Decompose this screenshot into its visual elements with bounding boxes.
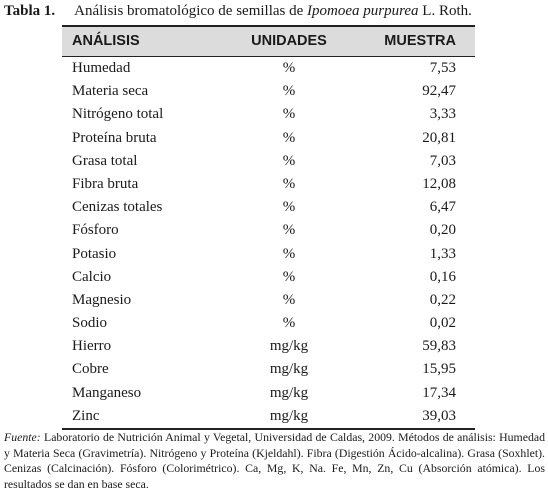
- cell-unidades: %: [282, 291, 296, 308]
- table-body: [62, 57, 475, 428]
- table-row: [62, 196, 475, 219]
- cell-analisis: Materia seca: [72, 83, 149, 100]
- cell-muestra: 0,02: [429, 315, 456, 332]
- cell-unidades: %: [282, 268, 296, 285]
- cell-muestra: 0,22: [429, 291, 456, 308]
- header-analisis: ANÁLISIS: [72, 33, 140, 49]
- cell-muestra: 20,81: [422, 129, 456, 146]
- table-row: [62, 80, 475, 103]
- cell-unidades: mg/kg: [269, 407, 309, 424]
- cell-unidades: %: [282, 245, 296, 262]
- cell-analisis: Nitrógeno total: [72, 106, 164, 123]
- table-row: [62, 405, 475, 428]
- cell-analisis: Fósforo: [72, 222, 119, 239]
- table-row: [62, 358, 475, 381]
- table-title: Análisis bromatológico de semillas de Ipomoea purpurea L. Roth.: [74, 3, 472, 19]
- table-row: [62, 173, 475, 196]
- footnote-text: Laboratorio de Nutrición Animal y Vegetal, Universidad de Caldas, 2009. Métodos de análisis: Humedad y Materia Seca (Gravimetría). Nitrógeno y Proteína (Kjeldahl). Fibra (Digestión Ácido-alcalina). Grasa (Soxhlet). Cenizas (Calcinación). Fósforo (Colorimétrico). Ca, Mg, K, Na. Fe, Mn, Zn, Cu (Absorción atómica). Los resultados se dan en base seca.: [4, 430, 545, 491]
- cell-muestra: 12,08: [422, 175, 456, 192]
- cell-unidades: %: [282, 129, 296, 146]
- table-row: [62, 150, 475, 173]
- cell-analisis: Cobre: [72, 361, 109, 378]
- cell-muestra: 15,95: [422, 361, 456, 378]
- cell-muestra: 1,33: [429, 245, 456, 262]
- cell-unidades: mg/kg: [269, 338, 309, 355]
- cell-muestra: 3,33: [429, 106, 456, 123]
- table-row: [62, 335, 475, 358]
- cell-muestra: 59,83: [422, 338, 456, 355]
- cell-unidades: %: [282, 60, 296, 76]
- cell-analisis: Proteína bruta: [72, 129, 157, 146]
- cell-muestra: 39,03: [422, 407, 456, 424]
- cell-muestra: 6,47: [429, 199, 456, 216]
- cell-unidades: %: [282, 199, 296, 216]
- cell-unidades: %: [282, 83, 296, 100]
- cell-muestra: 0,16: [429, 268, 456, 285]
- table-row: [62, 243, 475, 266]
- cell-analisis: Zinc: [72, 407, 100, 424]
- footnote-label: Fuente:: [4, 430, 41, 444]
- cell-analisis: Fibra bruta: [72, 175, 139, 192]
- analysis-table: [62, 25, 475, 430]
- table-row: [62, 127, 475, 150]
- cell-analisis: Hierro: [72, 338, 112, 355]
- table-row: [62, 57, 475, 80]
- cell-unidades: mg/kg: [269, 384, 309, 401]
- cell-analisis: Grasa total: [72, 152, 138, 169]
- table-row: [62, 266, 475, 289]
- cell-muestra: 7,53: [429, 60, 456, 76]
- cell-analisis: Manganeso: [72, 384, 142, 401]
- cell-unidades: %: [282, 175, 296, 192]
- table-row: [62, 219, 475, 242]
- cell-muestra: 92,47: [422, 83, 456, 100]
- table-row: [62, 103, 475, 126]
- cell-unidades: %: [282, 315, 296, 332]
- cell-analisis: Cenizas totales: [72, 199, 163, 216]
- cell-muestra: 7,03: [429, 152, 456, 169]
- cell-unidades: %: [282, 222, 296, 239]
- table-header-row: [62, 27, 475, 56]
- header-muestra: MUESTRA: [384, 33, 456, 49]
- table-caption: [4, 1, 472, 21]
- cell-unidades: %: [282, 152, 296, 169]
- species-name: Ipomoea purpurea: [307, 3, 419, 19]
- cell-muestra: 0,20: [429, 222, 456, 239]
- cell-analisis: Magnesio: [72, 291, 132, 308]
- table-number: Tabla 1.: [4, 3, 56, 19]
- cell-muestra: 17,34: [422, 384, 456, 401]
- cell-analisis: Sodio: [72, 315, 108, 332]
- header-unidades: UNIDADES: [251, 33, 327, 49]
- cell-analisis: Calcio: [72, 268, 112, 285]
- cell-unidades: mg/kg: [269, 361, 309, 378]
- table-row: [62, 312, 475, 335]
- table-row: [62, 289, 475, 312]
- table-row: [62, 382, 475, 405]
- cell-unidades: %: [282, 106, 296, 123]
- cell-analisis: Potasio: [72, 245, 117, 262]
- table-footnote: [4, 430, 545, 492]
- cell-analisis: Humedad: [72, 60, 131, 76]
